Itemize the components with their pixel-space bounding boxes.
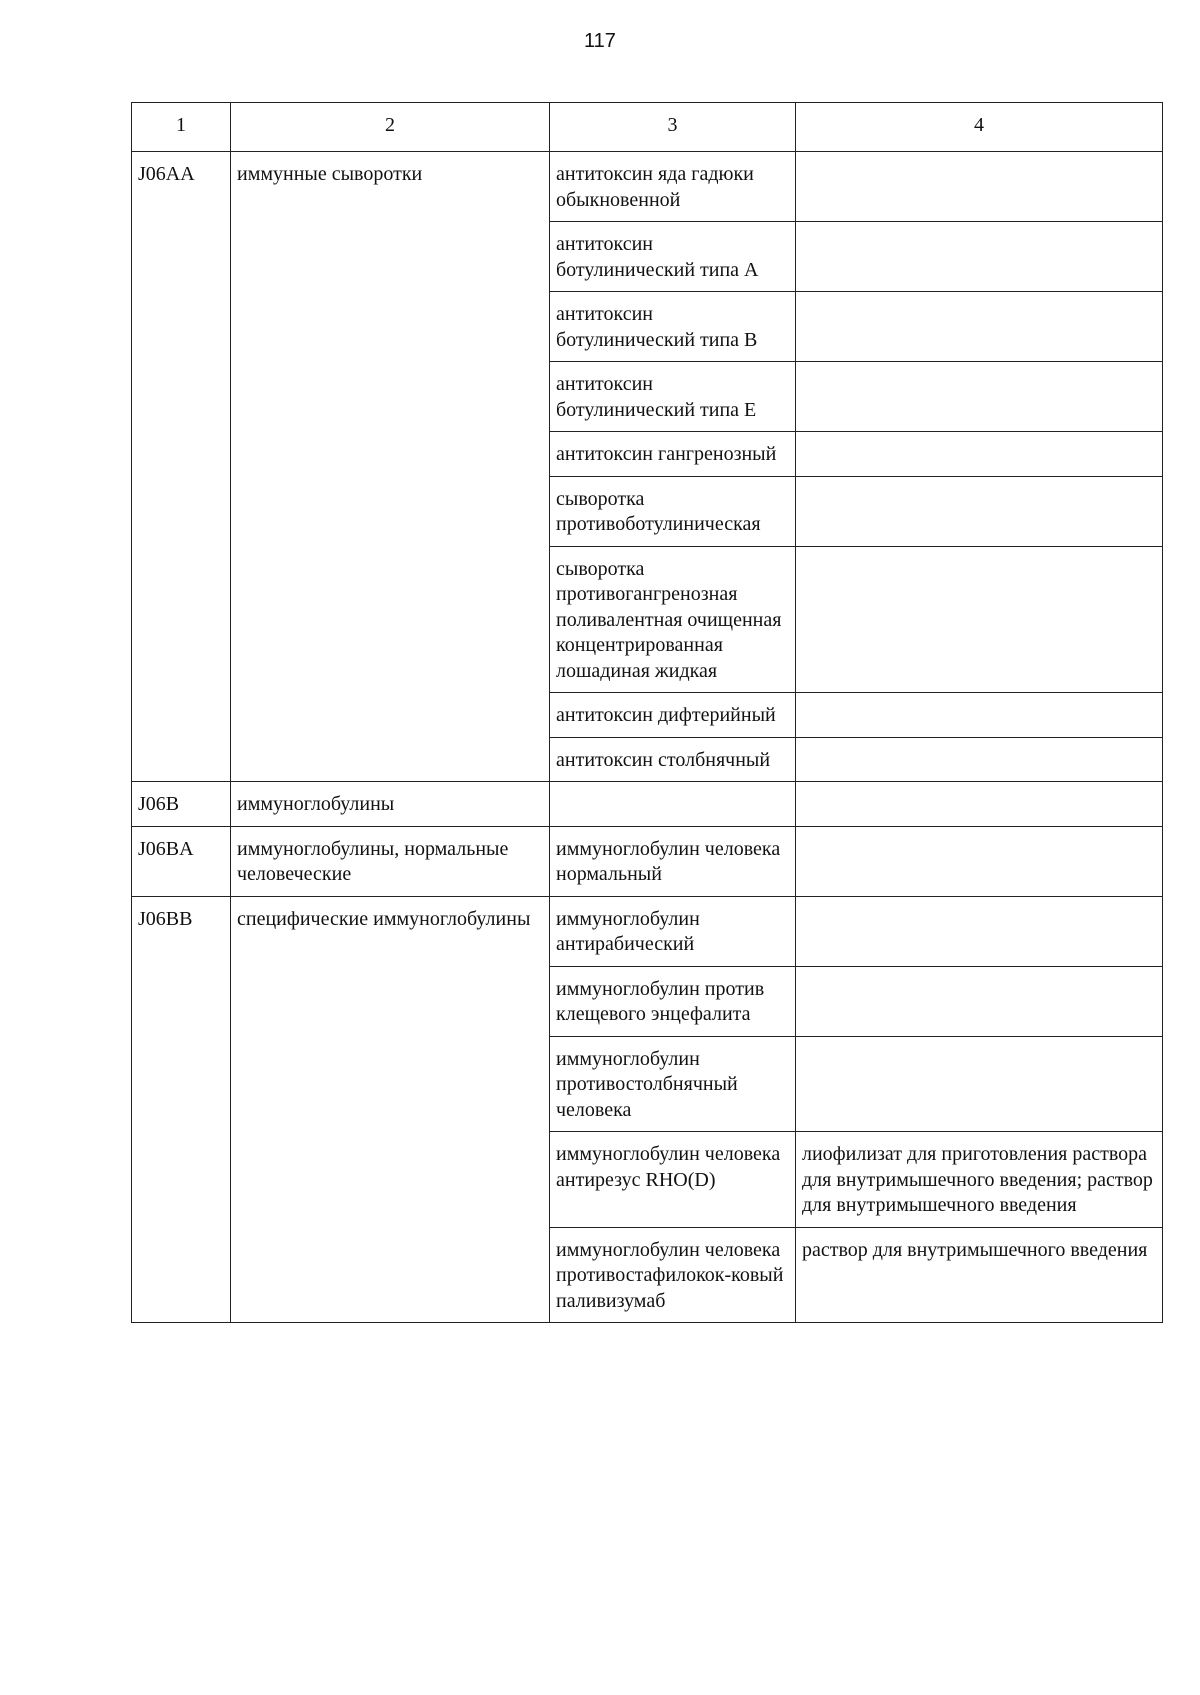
table-row xyxy=(132,782,1163,827)
group-name-cell: иммуноглобулины xyxy=(231,782,550,827)
dosage-form-cell xyxy=(796,896,1163,966)
atc-code-cell: J06BA xyxy=(132,826,231,896)
dosage-form-cell: раствор для внутримышечного введения xyxy=(796,1227,1163,1323)
drug-name-cell: антитоксин ботулинический типа А xyxy=(550,222,796,292)
drug-name-cell: антитоксин ботулинический типа В xyxy=(550,292,796,362)
column-header: 2 xyxy=(231,103,550,152)
dosage-form-cell xyxy=(796,693,1163,738)
group-name-cell: специфические иммуноглобулины xyxy=(231,896,550,1323)
drug-name-cell: иммуноглобулин человека нормальный xyxy=(550,826,796,896)
dosage-form-cell xyxy=(796,826,1163,896)
group-name-cell: иммунные сыворотки xyxy=(231,152,550,782)
drug-name-cell xyxy=(550,782,796,827)
page-number: 117 xyxy=(584,30,616,52)
drug-name-cell: антитоксин гангренозный xyxy=(550,432,796,477)
dosage-form-cell xyxy=(796,737,1163,782)
drug-name-cell: иммуноглобулин человека противостафилокок-ковый паливизумаб xyxy=(550,1227,796,1323)
drug-name-cell: иммуноглобулин человека антирезус RHO(D) xyxy=(550,1132,796,1228)
dosage-form-cell xyxy=(796,362,1163,432)
drug-name-cell: иммуноглобулин против клещевого энцефалита xyxy=(550,966,796,1036)
dosage-form-cell xyxy=(796,1036,1163,1132)
dosage-form-cell xyxy=(796,546,1163,693)
medication-table xyxy=(131,102,1163,1323)
atc-code-cell: J06B xyxy=(132,782,231,827)
drug-name-cell: иммуноглобулин противостолбнячный человека xyxy=(550,1036,796,1132)
drug-name-cell: антитоксин дифтерийный xyxy=(550,693,796,738)
column-header: 1 xyxy=(132,103,231,152)
dosage-form-cell xyxy=(796,966,1163,1036)
drug-name-cell: сыворотка противоботулиническая xyxy=(550,476,796,546)
group-name-cell: иммуноглобулины, нормальные человеческие xyxy=(231,826,550,896)
drug-name-cell: иммуноглобулин антирабический xyxy=(550,896,796,966)
dosage-form-cell xyxy=(796,152,1163,222)
column-header: 3 xyxy=(550,103,796,152)
dosage-form-cell xyxy=(796,292,1163,362)
dosage-form-cell xyxy=(796,476,1163,546)
dosage-form-cell xyxy=(796,222,1163,292)
table-row xyxy=(132,152,1163,222)
dosage-form-cell: лиофилизат для приготовления раствора для внутримышечного введения; раствор для внутримышечного введения xyxy=(796,1132,1163,1228)
column-header: 4 xyxy=(796,103,1163,152)
drug-name-cell: антитоксин яда гадюки обыкновенной xyxy=(550,152,796,222)
table-row xyxy=(132,826,1163,896)
atc-code-cell: J06AA xyxy=(132,152,231,782)
dosage-form-cell xyxy=(796,782,1163,827)
table-row xyxy=(132,896,1163,966)
atc-code-cell: J06BB xyxy=(132,896,231,1323)
drug-name-cell: антитоксин ботулинический типа Е xyxy=(550,362,796,432)
dosage-form-cell xyxy=(796,432,1163,477)
drug-name-cell: сыворотка противогангренозная поливалентная очищенная концентрированная лошадиная жидкая xyxy=(550,546,796,693)
table-header-row xyxy=(132,103,1163,152)
drug-name-cell: антитоксин столбнячный xyxy=(550,737,796,782)
